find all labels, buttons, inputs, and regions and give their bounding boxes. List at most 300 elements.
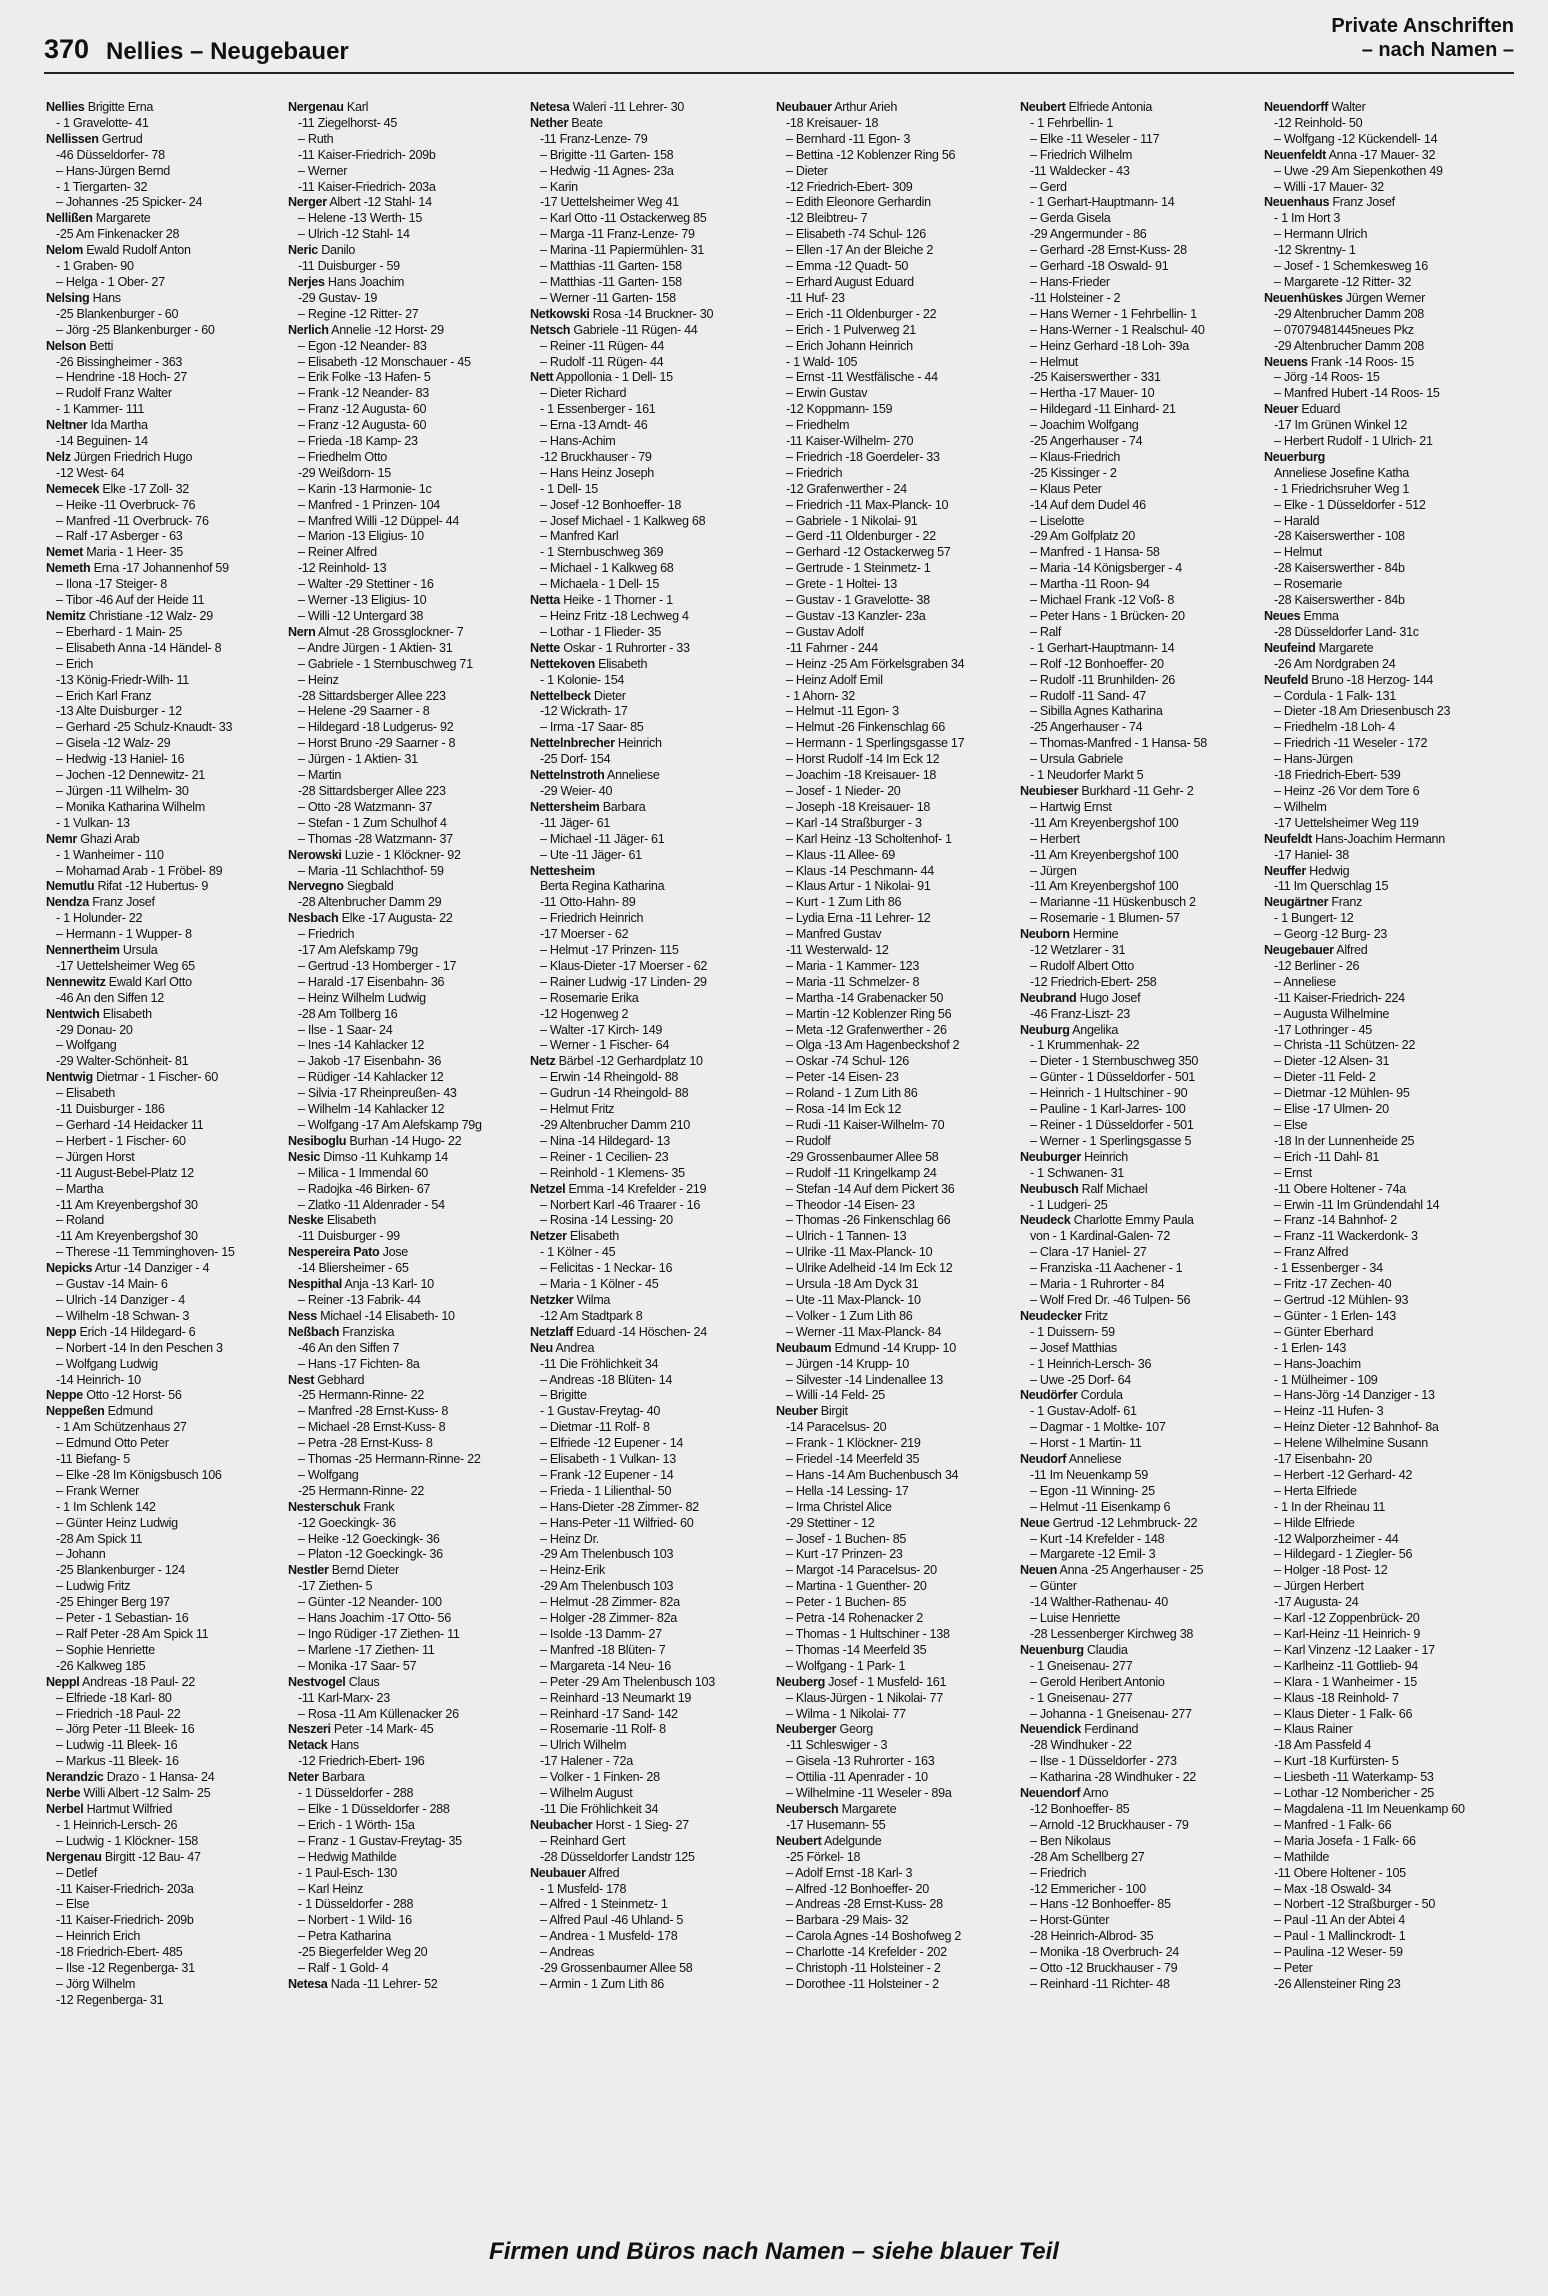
surname: Nendza	[46, 895, 89, 910]
entry-text: -25 Hermann-Rinne- 22	[298, 1388, 424, 1403]
surname: Neubieser	[1020, 783, 1079, 798]
list-item	[46, 1516, 281, 1532]
entry-text: Alfred	[585, 1865, 620, 1880]
entry-text: -46 Franz-Liszt- 23	[1030, 1006, 1130, 1021]
list-item	[46, 1675, 281, 1691]
list-item	[288, 434, 523, 450]
list-item	[46, 593, 281, 609]
entry-text: – Heinz Gerhard -18 Loh- 39a	[1030, 338, 1189, 353]
entry-text: - 1 Fehrbellin- 1	[1030, 115, 1114, 130]
entry-text: – Karlheinz -11 Gottlieb- 94	[1274, 1658, 1418, 1673]
list-item	[288, 593, 523, 609]
list-item	[288, 927, 523, 943]
list-item	[46, 1818, 281, 1834]
surname: Nett	[530, 370, 554, 385]
entry-text: – Dorothee -11 Holsteiner - 2	[786, 1976, 939, 1991]
entry-text: Waleri -11 Lehrer- 30	[569, 100, 685, 114]
entry-text: – Maria - 1 Ruhrorter - 84	[1030, 1277, 1165, 1292]
list-item	[46, 1786, 281, 1802]
entry-text: – Hans-Achim	[540, 434, 616, 449]
surname: Neuber	[776, 1404, 818, 1419]
surname: Nest	[288, 1372, 315, 1387]
entry-text: – Heike -11 Overbruck- 76	[56, 497, 196, 512]
list-item	[1020, 1070, 1255, 1086]
list-item	[1020, 1595, 1255, 1611]
entry-text: – Friedrich Heinrich	[540, 911, 644, 926]
list-item	[1020, 1023, 1255, 1039]
surname: Nether	[530, 115, 569, 130]
list-item	[46, 1913, 281, 1929]
list-item	[776, 529, 1011, 545]
list-item	[530, 1118, 765, 1134]
header-rule	[44, 72, 1514, 74]
list-item	[288, 1627, 523, 1643]
list-item	[776, 275, 1011, 291]
entry-text: -29 Am Golfplatz 20	[1030, 529, 1135, 544]
entry-text: – Zlatko -11 Aldenrader - 54	[298, 1197, 445, 1212]
list-item	[288, 561, 523, 577]
list-item	[1264, 243, 1499, 259]
entry-text: Ewald Rudolf Anton	[83, 243, 191, 258]
entry-text: – Rudolf Franz Walter	[56, 386, 172, 401]
surname: Nemr	[46, 831, 77, 846]
list-item	[530, 1627, 765, 1643]
list-item	[776, 1182, 1011, 1198]
list-item	[1020, 625, 1255, 641]
list-item	[1264, 227, 1499, 243]
list-item	[1020, 1659, 1255, 1675]
entry-text: Hermine	[1069, 927, 1119, 942]
entry-text: – Rudolf -11 Brunhilden- 26	[1030, 672, 1175, 687]
list-item	[288, 1754, 523, 1770]
entry-text: Eduard -14 Höschen- 24	[573, 1324, 707, 1339]
list-item	[530, 1213, 765, 1229]
list-item	[288, 545, 523, 561]
entry-text: – Milica - 1 Immendal 60	[298, 1165, 428, 1180]
entry-text: – Helmut -26 Finkenschlag 66	[786, 720, 945, 735]
list-item	[776, 1166, 1011, 1182]
entry-text: -11 August-Bebel-Platz 12	[56, 1165, 194, 1180]
entry-text: – Lydia Erna -11 Lehrer- 12	[786, 911, 931, 926]
list-item	[46, 641, 281, 657]
entry-text: – Klaus -14 Peschmann- 44	[786, 863, 934, 878]
entry-text: Beate	[568, 115, 603, 130]
entry-text: – Helmut -11 Egon- 3	[786, 704, 899, 719]
list-item	[288, 1834, 523, 1850]
entry-text: – Radojka -46 Birken- 67	[298, 1181, 431, 1196]
list-item	[1264, 1945, 1499, 1961]
list-item	[288, 1023, 523, 1039]
entry-text: – Friedrich -18 Goerdeler- 33	[786, 449, 940, 464]
list-item	[46, 307, 281, 323]
entry-text: -12 Bruckhauser - 79	[540, 449, 652, 464]
entry-text: – Gertrude - 1 Steinmetz- 1	[786, 561, 931, 576]
list-item	[776, 1373, 1011, 1389]
entry-text: -12 Koppmann- 159	[786, 402, 893, 417]
entry-text: – Wilhelmine -11 Weseler - 89a	[786, 1786, 952, 1801]
list-item	[288, 1166, 523, 1182]
list-item	[530, 1150, 765, 1166]
entry-text: – Heinz-Erik	[540, 1563, 605, 1578]
list-item	[288, 1977, 523, 1993]
list-item	[1020, 450, 1255, 466]
surname: Neubusch	[1020, 1181, 1079, 1196]
entry-text: -29 Angermunder - 86	[1030, 227, 1147, 242]
entry-text: Margarete	[1315, 640, 1374, 655]
list-item	[288, 1738, 523, 1754]
entry-text: -17 Eisenbahn- 20	[1274, 1452, 1372, 1467]
entry-text: Frank	[360, 1499, 395, 1514]
list-item	[46, 1961, 281, 1977]
entry-text: -12 West- 64	[56, 465, 125, 480]
surname: Nervegno	[288, 879, 344, 894]
entry-text: – Marlene -17 Ziethen- 11	[298, 1642, 435, 1657]
surname: Nemeth	[46, 561, 91, 576]
list-item	[46, 275, 281, 291]
list-item	[1020, 816, 1255, 832]
entry-text: – Jürgen - 1 Aktien- 31	[298, 752, 418, 767]
list-item	[1264, 259, 1499, 275]
entry-text: – Gerhard -28 Ernst-Kuss- 28	[1030, 243, 1187, 258]
entry-text: Ghazi Arab	[77, 831, 140, 846]
list-item	[1264, 1436, 1499, 1452]
list-item	[776, 482, 1011, 498]
list-item	[1020, 1850, 1255, 1866]
entry-text: Emma	[1300, 609, 1339, 623]
entry-text: – Dieter - 1 Sternbuschweg 350	[1030, 1054, 1199, 1069]
entry-text: – Rudolf -11 Sand- 47	[1030, 688, 1146, 703]
list-item	[776, 816, 1011, 832]
entry-text: – Franz -12 Augusta- 60	[298, 402, 427, 417]
list-item	[288, 577, 523, 593]
entry-text: Margarete	[838, 1801, 897, 1816]
list-item	[530, 545, 765, 561]
list-item	[530, 1770, 765, 1786]
entry-text: Hans Joachim	[324, 274, 405, 289]
entry-text: - 1 Essenberger - 161	[540, 402, 656, 417]
list-item	[530, 116, 765, 132]
entry-text: – Hans Heinz Joseph	[540, 465, 655, 480]
list-item	[530, 1309, 765, 1325]
list-item	[1264, 1484, 1499, 1500]
entry-text: – Monika -17 Saar- 57	[298, 1658, 417, 1673]
list-item	[1264, 1404, 1499, 1420]
entry-text: – Elise -17 Ulmen- 20	[1274, 1102, 1389, 1117]
list-item	[288, 148, 523, 164]
entry-text: – Jürgen Horst	[56, 1149, 135, 1164]
list-item	[288, 1229, 523, 1245]
entry-text: -29 Grossenbaumer Allee 58	[786, 1149, 939, 1164]
entry-text: Bruno -18 Herzog- 144	[1308, 672, 1434, 687]
entry-text: – Olga -13 Am Hagenbeckshof 2	[786, 1038, 960, 1053]
entry-text: -11 Westerwald- 12	[786, 943, 889, 958]
entry-text: – Silvester -14 Lindenallee 13	[786, 1372, 943, 1387]
entry-text: Danilo	[318, 243, 356, 258]
list-item	[1264, 1452, 1499, 1468]
entry-text: -12 Goeckingk- 36	[298, 1515, 396, 1530]
list-item	[776, 1532, 1011, 1548]
list-item	[46, 545, 281, 561]
page-header	[44, 10, 1514, 74]
entry-text: -12 Reinhold- 13	[298, 561, 387, 576]
listing-column	[776, 100, 1011, 2110]
list-item	[1020, 1929, 1255, 1945]
entry-text: – Karl -14 Straßburger - 3	[786, 815, 922, 830]
entry-text: – Ulrike -11 Max-Planck- 10	[786, 1245, 933, 1260]
entry-text: -17 Halener - 72a	[540, 1754, 633, 1769]
entry-text: -11 Duisburger - 59	[298, 259, 400, 274]
list-item	[288, 1579, 523, 1595]
entry-text: – Erich - 1 Wörth- 15a	[298, 1817, 415, 1832]
entry-text: -11 Karl-Marx- 23	[298, 1690, 390, 1705]
surname: Neuenhaus	[1264, 195, 1330, 210]
list-item	[46, 211, 281, 227]
entry-text: – Gustav -14 Main- 6	[56, 1277, 168, 1292]
list-item	[1264, 1357, 1499, 1373]
list-item	[530, 1897, 765, 1913]
entry-text: -11 Die Fröhlichkeit 34	[540, 1356, 659, 1371]
list-item	[530, 529, 765, 545]
list-item	[1020, 768, 1255, 784]
entry-text: – Dieter Richard	[540, 386, 627, 401]
entry-text: – Frank -12 Neander- 83	[298, 386, 430, 401]
entry-text: – Sophie Henriette	[56, 1642, 155, 1657]
entry-text: Elisabeth	[323, 1213, 376, 1228]
entry-text: -12 Emmericher - 100	[1030, 1881, 1146, 1896]
surname: Nettelbeck	[530, 688, 591, 703]
entry-text: Dietmar - 1 Fischer- 60	[92, 1070, 218, 1085]
entry-text: -28 Am Spick 11	[56, 1531, 143, 1546]
entry-text: – Manfred -28 Ernst-Kuss- 8	[298, 1404, 449, 1419]
list-item	[1020, 1309, 1255, 1325]
entry-text: - 1 Kolonie- 154	[540, 672, 625, 687]
section-heading	[1331, 14, 1514, 62]
list-item	[530, 1850, 765, 1866]
list-item	[776, 1691, 1011, 1707]
entry-text: – Wilhelm -18 Schwan- 3	[56, 1308, 190, 1323]
list-item	[46, 1420, 281, 1436]
entry-text: – Marianne -11 Hüskenbusch 2	[1030, 895, 1196, 910]
list-item	[1264, 1691, 1499, 1707]
list-item	[1020, 1166, 1255, 1182]
list-item	[776, 195, 1011, 211]
list-item	[1020, 593, 1255, 609]
list-item	[46, 1691, 281, 1707]
entry-text: – Josef Matthias	[1030, 1340, 1117, 1355]
list-item	[1020, 800, 1255, 816]
list-item	[46, 1802, 281, 1818]
entry-text: Ida Martha	[87, 418, 148, 433]
list-item	[776, 243, 1011, 259]
surname: Neuendorff	[1264, 100, 1329, 114]
entry-text: – Reinhard -13 Neumarkt 19	[540, 1690, 692, 1705]
list-item	[776, 1245, 1011, 1261]
list-item	[776, 1659, 1011, 1675]
entry-text: – Hertha -17 Mauer- 10	[1030, 386, 1155, 401]
entry-text: – Elisabeth Anna -14 Händel- 8	[56, 640, 222, 655]
entry-text: – Rosemarie Erika	[540, 990, 639, 1005]
list-item	[776, 943, 1011, 959]
list-item	[288, 1341, 523, 1357]
entry-text: – Gerd	[1030, 179, 1067, 194]
list-item	[46, 1134, 281, 1150]
entry-text: – Kurt -17 Prinzen- 23	[786, 1547, 903, 1562]
entry-text: Jürgen Werner	[1342, 290, 1425, 305]
list-item	[776, 1007, 1011, 1023]
entry-text: -29 Stettiner - 12	[786, 1515, 875, 1530]
entry-text: – Augusta Wilhelmine	[1274, 1006, 1390, 1021]
list-item	[530, 1516, 765, 1532]
list-item	[1020, 927, 1255, 943]
entry-text: – Friedhelm Otto	[298, 449, 387, 464]
entry-text: Berta Regina Katharina	[540, 879, 665, 894]
surname: Neubrand	[1020, 990, 1077, 1005]
entry-text: – Ernst -11 Westfälische - 44	[786, 370, 938, 385]
entry-text: – Rainer Ludwig -17 Linden- 29	[540, 974, 707, 989]
list-item	[1264, 1309, 1499, 1325]
list-item	[776, 211, 1011, 227]
list-item	[530, 1166, 765, 1182]
list-item	[46, 1611, 281, 1627]
entry-text: – Reinhard Gert	[540, 1833, 626, 1848]
entry-text: – Pauline - 1 Karl-Jarres- 100	[1030, 1102, 1186, 1117]
entry-text: – Ilse - 1 Saar- 24	[298, 1022, 393, 1037]
entry-text: -25 Biegerfelder Weg 20	[298, 1945, 428, 1960]
entry-text: – Klaus-Friedrich	[1030, 449, 1121, 464]
list-item	[776, 1054, 1011, 1070]
entry-text: – Johanna - 1 Gneisenau- 277	[1030, 1706, 1192, 1721]
list-item	[530, 1659, 765, 1675]
entry-text: -17 Ziethen- 5	[298, 1579, 373, 1594]
entry-text: -12 Friedrich-Ebert- 258	[1030, 974, 1157, 989]
entry-text: – Manfred - 1 Prinzen- 104	[298, 497, 441, 512]
surname: Nettelnstroth	[530, 768, 605, 783]
list-item	[776, 227, 1011, 243]
list-item	[1264, 1213, 1499, 1229]
list-item	[288, 673, 523, 689]
entry-text: – Manfred - 1 Hansa- 58	[1030, 545, 1160, 560]
entry-text: Heike - 1 Thorner - 1	[560, 593, 673, 608]
list-item	[1020, 784, 1255, 800]
list-item	[46, 1882, 281, 1898]
surname: Neufeind	[1264, 640, 1316, 655]
entry-text: – Gustav -13 Kanzler- 23a	[786, 609, 926, 623]
entry-text: – Reiner - 1 Düsseldorfer - 501	[1030, 1118, 1194, 1132]
entry-text: – Ines -14 Kahlacker 12	[298, 1038, 425, 1053]
list-item	[288, 975, 523, 991]
entry-text: – Helmut -17 Prinzen- 115	[540, 943, 679, 958]
list-item	[776, 1388, 1011, 1404]
surname: Nemutlu	[46, 879, 95, 894]
entry-text: – Josef - 1 Schemkesweg 16	[1274, 259, 1428, 274]
list-item	[1020, 1500, 1255, 1516]
list-item	[288, 243, 523, 259]
list-item	[776, 720, 1011, 736]
list-item	[1264, 1977, 1499, 1993]
entry-text: – Dietmar -12 Mühlen- 95	[1274, 1086, 1410, 1101]
entry-text: Elke -17 Zoll- 32	[99, 481, 190, 496]
entry-text: – Ingo Rüdiger -17 Ziethen- 11	[298, 1627, 460, 1641]
entry-text: – Hans Joachim -17 Otto- 56	[298, 1611, 451, 1626]
list-item	[776, 593, 1011, 609]
entry-text: – Monika Katharina Wilhelm	[56, 799, 205, 814]
surname: Neppeßen	[46, 1404, 105, 1419]
list-item	[46, 832, 281, 848]
entry-text: – Wolfgang Ludwig	[56, 1356, 158, 1371]
list-item	[776, 1770, 1011, 1786]
entry-text: - 1 Duissern- 59	[1030, 1324, 1115, 1339]
list-item	[1020, 1722, 1255, 1738]
entry-text: – Elke -28 Im Königsbusch 106	[56, 1467, 222, 1482]
entry-text: Rosa -14 Bruckner- 30	[589, 306, 714, 321]
entry-text: – Michaela - 1 Dell- 15	[540, 577, 660, 592]
entry-text: – Hans -17 Fichten- 8a	[298, 1356, 420, 1371]
list-item	[288, 1007, 523, 1023]
list-item	[46, 1945, 281, 1961]
list-item	[530, 1388, 765, 1404]
entry-text: - 1 Heinrich-Lersch- 26	[56, 1817, 178, 1832]
list-item	[776, 641, 1011, 657]
list-item	[530, 1484, 765, 1500]
list-item	[46, 259, 281, 275]
list-item	[46, 339, 281, 355]
entry-text: -11 Biefang- 5	[56, 1452, 130, 1467]
list-item	[530, 1882, 765, 1898]
list-item	[46, 1707, 281, 1723]
list-item	[288, 355, 523, 371]
entry-text: – Kurt - 1 Zum Lith 86	[786, 895, 902, 910]
entry-text: -11 Kaiser-Friedrich- 209b	[298, 147, 436, 162]
list-item	[530, 1595, 765, 1611]
entry-text: – Marion -13 Eligius- 10	[298, 529, 424, 544]
list-item	[1020, 1866, 1255, 1882]
surname: Neuberg	[776, 1674, 825, 1689]
list-item	[776, 1277, 1011, 1293]
entry-text: -28 Am Tollberg 16	[298, 1006, 398, 1021]
list-item	[1020, 466, 1255, 482]
entry-text: – Elisabeth -12 Monschauer - 45	[298, 354, 471, 369]
entry-text: – Dieter	[786, 163, 828, 178]
entry-text: -25 Blankenburger - 60	[56, 306, 179, 321]
entry-text: – Thomas -25 Hermann-Rinne- 22	[298, 1452, 481, 1467]
surname: Netack	[288, 1738, 328, 1753]
entry-text: – Wolfgang	[56, 1038, 117, 1053]
entry-text: Georg	[836, 1722, 873, 1737]
entry-text: - 1 Gustav-Adolf- 61	[1030, 1404, 1137, 1419]
entry-text: Angelika	[1069, 1022, 1119, 1037]
list-item	[530, 1007, 765, 1023]
list-item	[776, 164, 1011, 180]
list-item	[1264, 736, 1499, 752]
list-item	[288, 418, 523, 434]
entry-text: -11 Am Kreyenbergshof 100	[1030, 815, 1179, 830]
entry-text: – Heinrich Erich	[56, 1929, 141, 1944]
entry-text: – Barbara -29 Mais- 32	[786, 1913, 909, 1928]
list-item	[1020, 673, 1255, 689]
entry-text: – Klaus-Jürgen - 1 Nikolai- 77	[786, 1690, 943, 1705]
surname: Neppe	[46, 1388, 83, 1403]
entry-text: – Clara -17 Haniel- 27	[1030, 1245, 1147, 1260]
entry-text: – Helmut	[1030, 354, 1078, 369]
entry-text: – Maria Josefa - 1 Falk- 66	[1274, 1833, 1416, 1848]
list-item	[530, 1277, 765, 1293]
entry-text: Gertrud	[98, 131, 143, 146]
entry-text: -28 Düsseldorfer Landstr 125	[540, 1849, 695, 1864]
list-item	[776, 1818, 1011, 1834]
list-item	[46, 991, 281, 1007]
entry-text: – Horst - 1 Martin- 11	[1030, 1436, 1142, 1451]
surname: Neske	[288, 1213, 324, 1228]
